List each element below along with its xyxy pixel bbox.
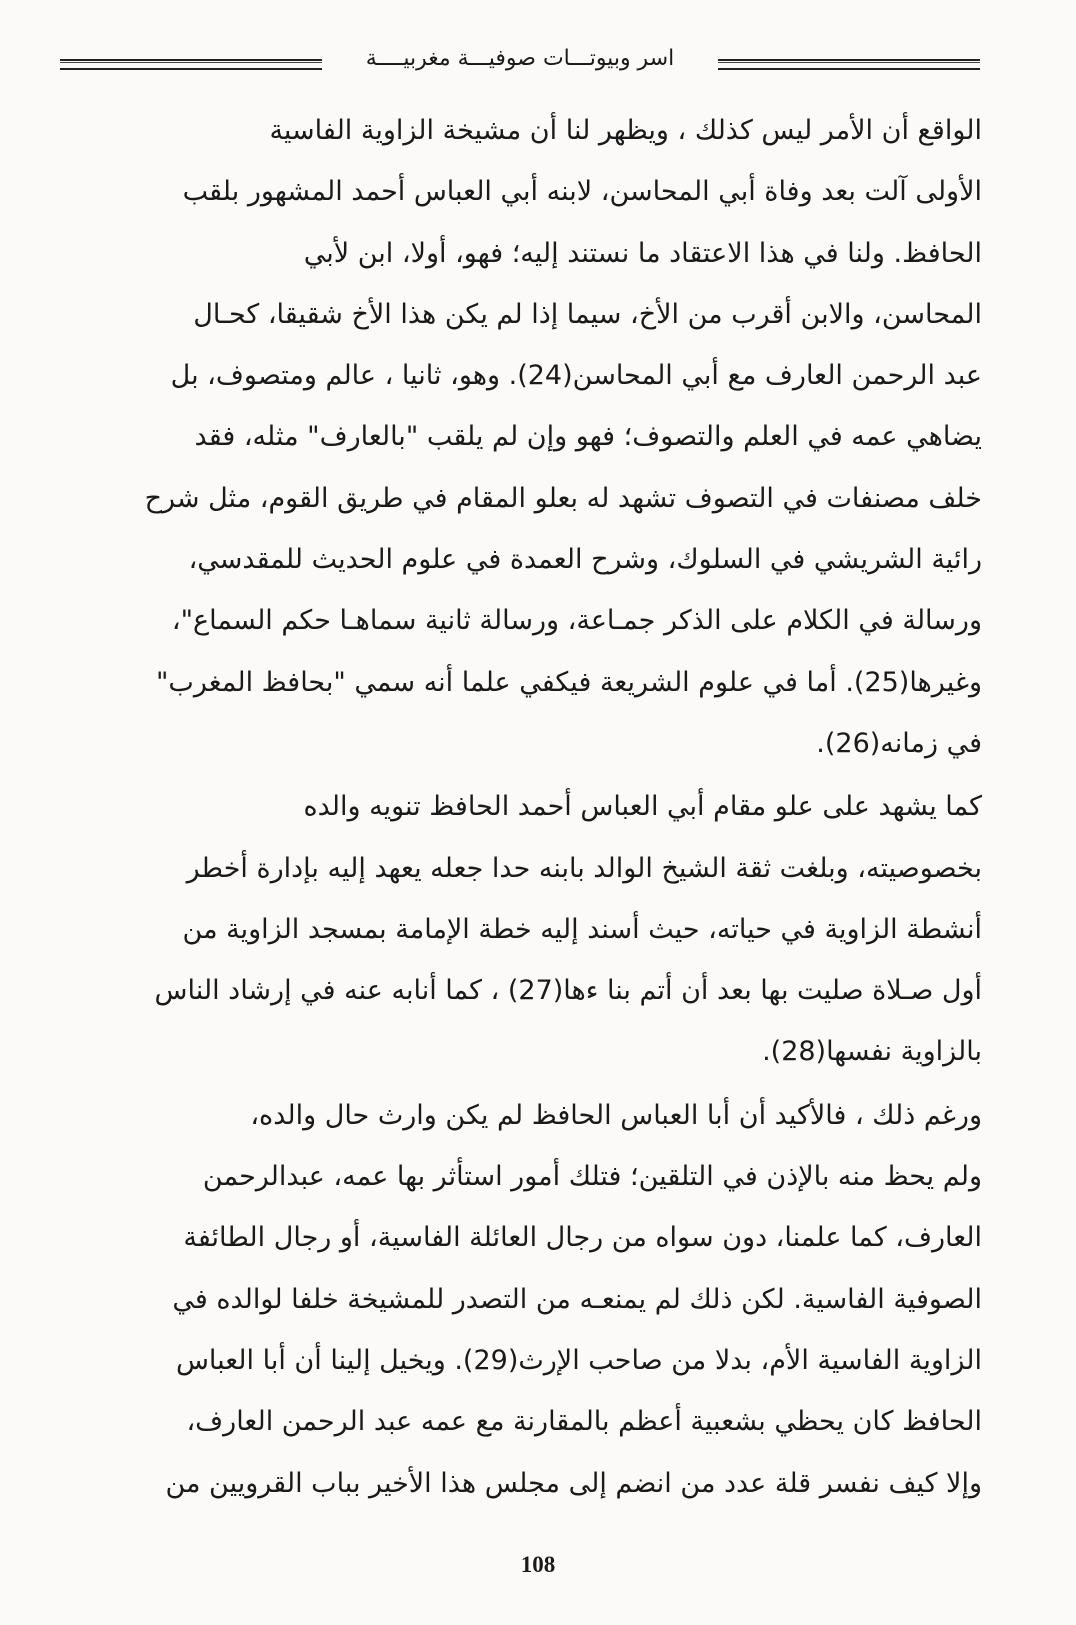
text-line: الأولى آلت بعد وفاة أبي المحاسن، لابنه أبي العباس أحمد المشهور بلقب [182, 176, 982, 208]
header-rule-right [718, 59, 980, 70]
text-line: وإلا كيف نفسر قلة عدد من انضم إلى مجلس هذا الأخير بباب القرويين من [165, 1467, 982, 1499]
text-line: ورغم ذلك ، فالأكيد أن أبا العباس الحافظ لم يكن وارث حال والده، [250, 1099, 982, 1131]
text-line: أول صـلاة صليت بها بعد أن أتم بنا ءها(27) ، كما أنابه عنه في إرشاد الناس [154, 975, 982, 1007]
text-line: ورسالة في الكلام على الذكر جمـاعة، ورسالة ثانية سماهـا حكم السماع"، [171, 605, 982, 637]
header-rule-left [60, 59, 322, 70]
text-line: الحافظ كان يحظي بشعبية أعظم بالمقارنة مع عمه عبد الرحمن العارف، [186, 1406, 982, 1438]
body-text [62, 100, 982, 1514]
running-header [60, 40, 980, 80]
text-line: الصوفية الفاسية. لكن ذلك لم يمنعـه من التصدر للمشيخة خلفا لوالده في [172, 1283, 982, 1315]
text-line: ولم يحظ منه بالإذن في التلقين؛ فتلك أمور استأثر بها عمه، عبدالرحمن [202, 1161, 982, 1193]
text-line: الحافظ. ولنا في هذا الاعتقاد ما نستند إليه؛ فهو، أولا، ابن لأبي [303, 237, 982, 269]
text-line: خلف مصنفات في التصوف تشهد له بعلو المقام في طريق القوم، مثل شرح [144, 482, 982, 514]
text-line: العارف، كما علمنا، دون سواه من رجال العائلة الفاسية، أو رجال الطائفة [183, 1222, 982, 1254]
text-line: الزاوية الفاسية الأم، بدلا من صاحب الإرث(29). ويخيل إلينا أن أبا العباس [175, 1344, 982, 1376]
text-line: في زمانه(26). [816, 727, 982, 759]
text-line: وغيرها(25). أما في علوم الشريعة فيكفي علما أنه سمي "بحافظ المغرب" [155, 666, 982, 698]
text-line: بالزاوية نفسها(28). [762, 1036, 982, 1068]
text-line: الواقع أن الأمر ليس كذلك ، ويظهر لنا أن مشيخة الزاوية الفاسية [269, 115, 982, 146]
text-line: يضاهي عمه في العلم والتصوف؛ فهو وإن لم يلقب "بالعارف" مثله، فقد [194, 421, 982, 453]
text-line: عبد الرحمن العارف مع أبي المحاسن(24). وهو، ثانيا ، عالم ومتصوف، بل [170, 360, 982, 392]
text-line: رائية الشريشي في السلوك، وشرح العمدة في علوم الحديث للمقدسي، [188, 544, 982, 576]
text-line: أنشطة الزاوية في حياته، حيث أسند إليه خطة الإمامة بمسجد الزاوية من [182, 913, 982, 945]
text-line: كما يشهد على علو مقام أبي العباس أحمد الحافظ تنويه والده [303, 791, 982, 823]
text-line: بخصوصيته، وبلغت ثقة الشيخ الوالد بابنه حدا جعله يعهد إليه بإدارة أخطر [186, 852, 982, 884]
running-title: اسر وبيوتـــات صوفيـــة مغربيــــة [365, 46, 675, 71]
text-line: المحاسن، والابن أقرب من الأخ، سيما إذا لم يكن هذا الأخ شقيقا، كحـال [193, 298, 982, 330]
page-number: 108 [520, 1552, 556, 1577]
